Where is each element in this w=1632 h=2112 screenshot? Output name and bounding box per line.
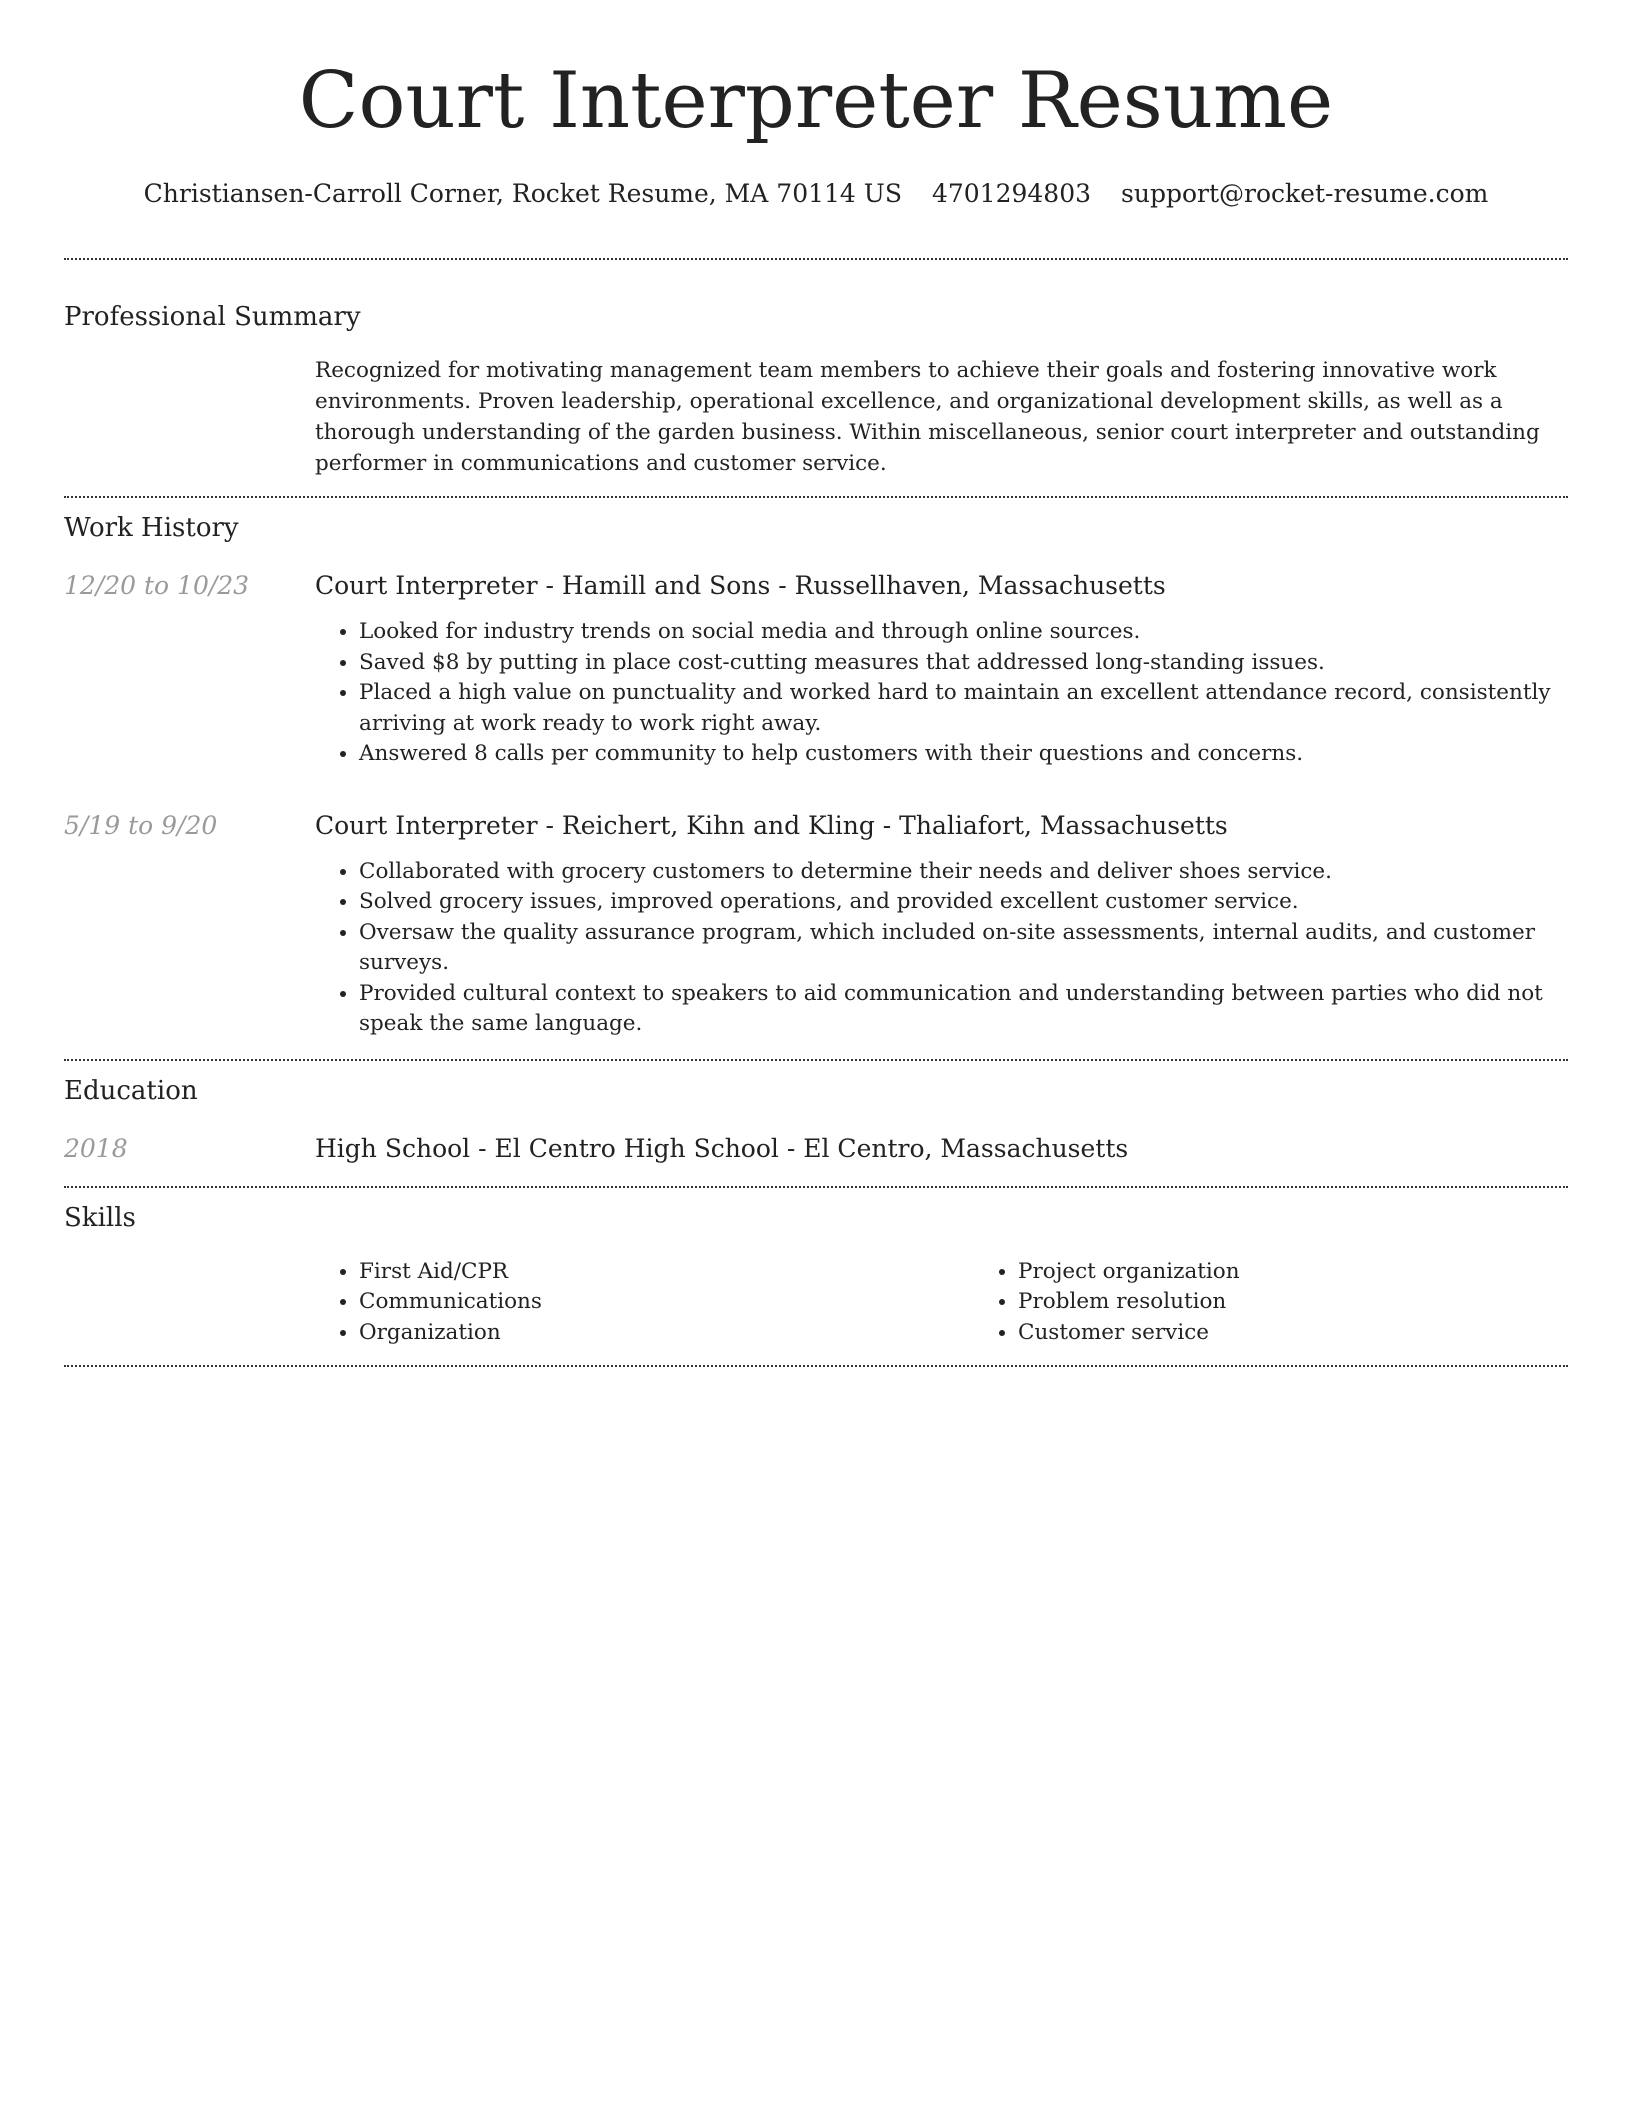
summary-row (64, 355, 1568, 479)
job-bullet: • Looked for industry trends on social media and through online sources. (359, 617, 1568, 648)
section-title-summary: Professional Summary (64, 302, 361, 332)
divider (64, 258, 1568, 260)
skill-item: • Customer service (1018, 1318, 1632, 1349)
job-bullet: • Placed a high value on punctuality and worked hard to maintain an excellent attendance record, consistently arriving at work ready to work right away. (359, 678, 1568, 739)
contact-email: support@rocket-resume.com (1121, 179, 1489, 208)
summary-text: Recognized for motivating management team members to achieve their goals and fostering innovative work environments. Proven leadership, operational excellence, and organizational development skills, as well as a thorough understanding of the garden business. Within miscellaneous, senior court interpreter and outstanding performer in communications and customer service. (315, 358, 1540, 476)
job-bullet: • Answered 8 calls per community to help customers with their questions and concerns. (359, 739, 1568, 770)
skills-column (315, 1257, 974, 1349)
divider (64, 496, 1568, 498)
skill-item: • Organization (359, 1318, 974, 1349)
job-dates: 5/19 to 9/20 (64, 810, 218, 840)
job-title: Court Interpreter - Hamill and Sons - Russellhaven, Massachusetts (315, 571, 1166, 600)
skill-item: • Project organization (1018, 1257, 1632, 1288)
divider (64, 1186, 1568, 1188)
section-title-skills: Skills (64, 1202, 136, 1233)
job-bullet: • Oversaw the quality assurance program, which included on-site assessments, internal audits, and customer surveys. (359, 918, 1568, 979)
contact-phone: 4701294803 (931, 179, 1092, 208)
section-title-work-history: Work History (64, 513, 239, 543)
job-bullet: • Solved grocery issues, improved operations, and provided excellent customer service. (359, 887, 1568, 918)
job-bullet: • Provided cultural context to speakers to aid communication and understanding between parties who did not speak the same language. (359, 979, 1568, 1040)
divider (64, 1059, 1568, 1061)
skills-column (974, 1257, 1632, 1349)
job-bullets (315, 857, 1568, 1040)
resume-title: Court Interpreter Resume (298, 56, 1334, 146)
job-dates: 12/20 to 10/23 (64, 571, 250, 600)
contact-address: Christiansen-Carroll Corner, Rocket Resume, MA 70114 US (143, 179, 902, 208)
skills-grid (315, 1257, 1568, 1349)
skills-row (64, 1257, 1568, 1349)
section-title-education: Education (64, 1075, 198, 1106)
education-year: 2018 (64, 1133, 128, 1163)
skill-item: • Communications (359, 1287, 974, 1318)
job-bullet: • Saved $8 by putting in place cost-cutting measures that addressed long-standing issues. (359, 648, 1568, 679)
education-entry (64, 1132, 1568, 1166)
job-entry (64, 569, 1568, 770)
job-title: Court Interpreter - Reichert, Kihn and Kling - Thaliafort, Massachusetts (315, 810, 1228, 840)
job-entry (64, 809, 1568, 1040)
skill-item: • Problem resolution (1018, 1287, 1632, 1318)
divider (64, 1365, 1568, 1367)
contact-line (64, 178, 1568, 210)
job-bullets (315, 617, 1568, 770)
job-bullet: • Collaborated with grocery customers to determine their needs and deliver shoes service. (359, 857, 1568, 888)
skill-item: • First Aid/CPR (359, 1257, 974, 1288)
education-title: High School - El Centro High School - El Centro, Massachusetts (315, 1133, 1129, 1163)
